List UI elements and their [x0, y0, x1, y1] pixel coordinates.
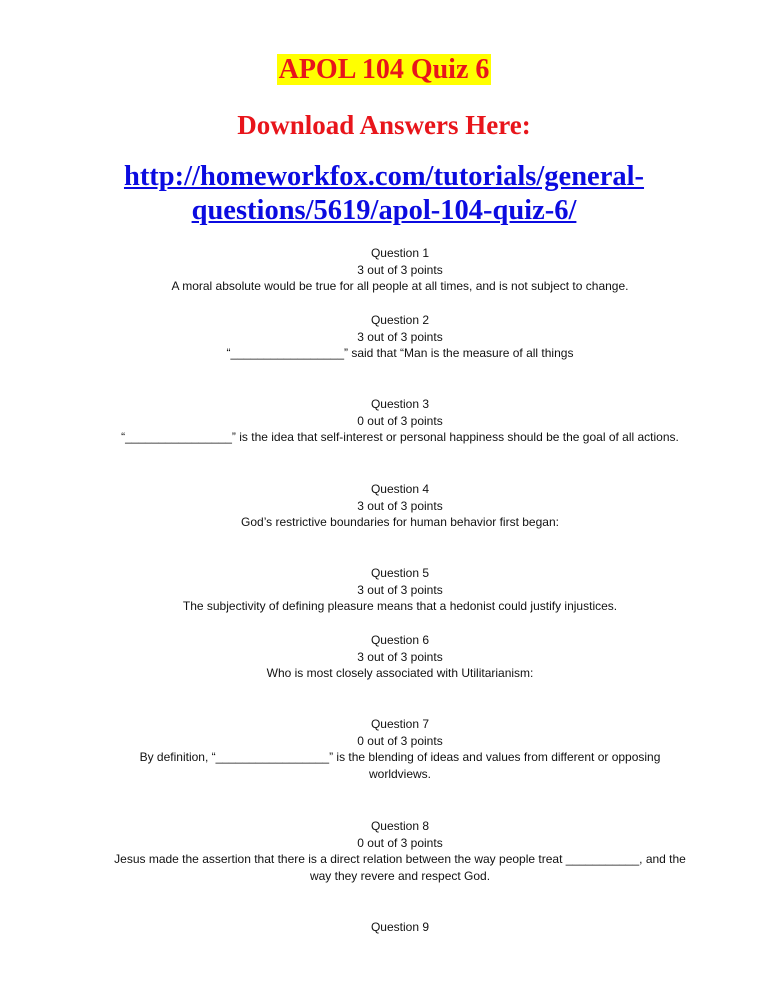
link-line-1[interactable]: http://homeworkfox.com/tutorials/general- [123, 161, 645, 192]
question-text: By definition, “_________________” is the blending of ideas and values from different or opposing [139, 750, 661, 765]
question-points: 3 out of 3 points [357, 262, 443, 277]
question-label: Question 7 [370, 717, 430, 731]
title-text: APOL 104 Quiz 6 [278, 54, 490, 85]
question-6 [60, 632, 740, 682]
question-points: 3 out of 3 points [357, 329, 443, 344]
question-label: Question 9 [370, 920, 430, 934]
question-label: Question 2 [370, 313, 430, 327]
question-text: The subjectivity of defining pleasure means that a hedonist could justify injustices. [182, 599, 618, 614]
question-2 [60, 312, 740, 362]
question-text: Who is most closely associated with Utilitarianism: [266, 666, 534, 681]
question-label: Question 8 [370, 819, 430, 833]
question-points: 3 out of 3 points [357, 582, 443, 597]
link-line-2[interactable]: questions/5619/apol-104-quiz-6/ [191, 195, 577, 226]
question-3 [60, 396, 740, 446]
download-heading: Download Answers Here: [237, 110, 531, 140]
question-5 [60, 565, 740, 615]
question-points: 3 out of 3 points [357, 649, 443, 664]
page-title [0, 54, 768, 86]
question-label: Question 1 [370, 246, 430, 260]
question-8 [60, 818, 740, 885]
question-7 [60, 716, 740, 783]
question-9 [60, 919, 740, 936]
question-label: Question 5 [370, 566, 430, 580]
question-text: “_________________” said that “Man is the measure of all things [226, 346, 574, 361]
question-label: Question 6 [370, 633, 430, 647]
question-points: 0 out of 3 points [357, 733, 443, 748]
question-text: Jesus made the assertion that there is a direct relation between the way people treat ___________, and the [114, 852, 686, 867]
download-link[interactable] [0, 160, 768, 228]
question-points: 3 out of 3 points [357, 498, 443, 513]
question-4 [60, 481, 740, 531]
question-text: “________________” is the idea that self-interest or personal happiness should be the goal of all actions. [121, 430, 679, 445]
question-label: Question 3 [370, 397, 430, 411]
question-points: 0 out of 3 points [357, 413, 443, 428]
question-1 [60, 245, 740, 295]
question-points: 0 out of 3 points [357, 835, 443, 850]
question-label: Question 4 [370, 482, 430, 496]
question-text: God’s restrictive boundaries for human behavior first began: [241, 515, 559, 530]
question-text-cont: worldviews. [368, 767, 431, 782]
question-text: A moral absolute would be true for all people at all times, and is not subject to change. [171, 279, 629, 294]
question-text-cont: way they revere and respect God. [309, 869, 491, 884]
